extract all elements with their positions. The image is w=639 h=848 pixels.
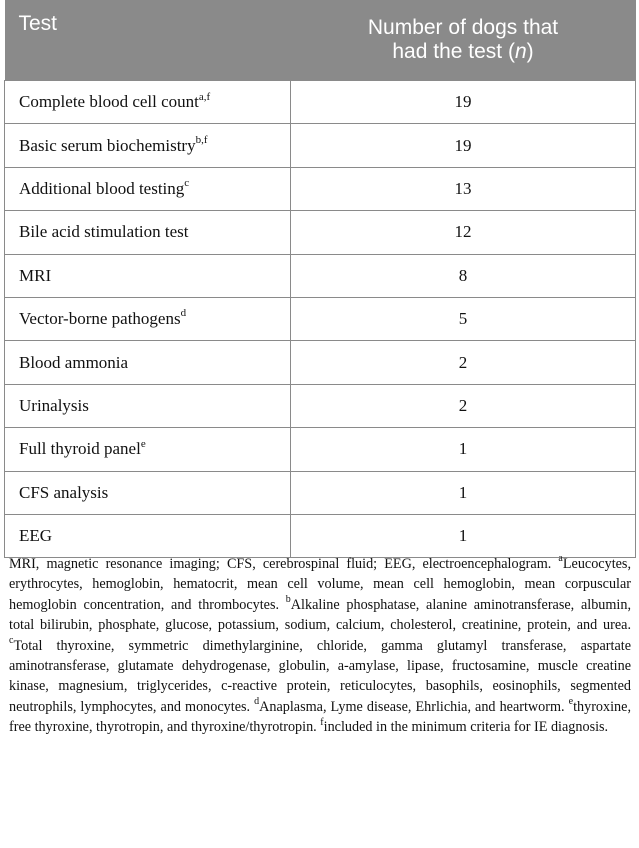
dog-tests-table — [4, 0, 636, 558]
cell-test-name — [5, 297, 291, 340]
table-row — [5, 384, 636, 427]
cell-dog-count: 1 — [291, 428, 636, 471]
footnote-marker: d — [180, 307, 187, 320]
cell-test-name — [5, 124, 291, 167]
header-line-2-suffix: ) — [526, 40, 534, 63]
cell-test-name — [5, 471, 291, 514]
cell-test-name — [5, 341, 291, 384]
cell-test-name — [5, 254, 291, 297]
footnote-marker: e — [140, 437, 146, 450]
footnote-text: Alkaline phosphatase, alanine aminotransferase, albumin, total bilirubin, phosphate, glucose, potassium, sodium, calcium, cholesterol, creatinine, protein, and urea. — [9, 596, 631, 634]
test-name: MRI — [19, 265, 52, 285]
footnote-mark: d — [254, 696, 260, 708]
header-test: Test — [5, 0, 291, 81]
cell-test-name — [5, 211, 291, 254]
footnote-text: Anaplasma, Lyme disease, Ehrlichia, and heartworm. — [259, 698, 565, 715]
header-line-1: Number of dogs that — [367, 16, 559, 39]
test-name: CFS analysis — [19, 482, 109, 502]
cell-dog-count: 19 — [291, 124, 636, 167]
footnote-marker: b,f — [195, 133, 208, 146]
test-name: EEG — [19, 526, 53, 546]
test-name: Basic serum biochemistry — [19, 135, 196, 155]
test-name: Vector-borne pathogens — [19, 309, 181, 329]
table-row — [5, 81, 636, 124]
footnote-mark: b — [285, 594, 291, 606]
footnote-mark: e — [568, 696, 574, 708]
cell-dog-count: 12 — [291, 211, 636, 254]
cell-test-name — [5, 81, 291, 124]
footnote-text: Leucocytes, erythrocytes, hemoglobin, hematocrit, mean cell volume, mean cell hemoglobin, mean corpuscular hemoglobin concentration, and thrombocytes. — [9, 556, 632, 613]
cell-test-name — [5, 384, 291, 427]
footnote-text: Total thyroxine, symmetric dimethylarginine, chloride, gamma glutamyl transferase, aspartate aminotransferase, glutamate dehydrogenase, globulin, a-amylase, lipase, fructosamine, muscle creatine kinase, magnesium, triglycerides, c-reactive protein, reticulocytes, basophils, eosinophils, segmented neutrophils, lymphocytes, and monocytes. — [9, 637, 631, 715]
table-row — [5, 341, 636, 384]
table-footnote — [9, 554, 631, 738]
cell-dog-count: 1 — [291, 514, 636, 557]
header-line-2 — [291, 40, 636, 64]
table-row — [5, 124, 636, 167]
table-row — [5, 297, 636, 340]
footnote-marker: c — [184, 177, 190, 190]
footnote-mark: f — [320, 716, 324, 728]
table-row — [5, 254, 636, 297]
test-name: Bile acid stimulation test — [19, 222, 189, 242]
test-name: Urinalysis — [19, 395, 89, 415]
footnote-text: included in the minimum criteria for IE diagnosis. — [323, 719, 609, 736]
footnote-mark: c — [9, 634, 14, 646]
table-row — [5, 167, 636, 210]
footnote-text: thyroxine, free thyroxine, thyrotropin, and thyroxine/thyrotropin. — [9, 698, 631, 736]
cell-dog-count: 13 — [291, 167, 636, 210]
cell-dog-count: 2 — [291, 341, 636, 384]
test-name: Complete blood cell count — [19, 92, 199, 112]
footnote-mark: a — [558, 553, 563, 565]
cell-test-name — [5, 514, 291, 557]
table-row — [5, 211, 636, 254]
cell-dog-count: 1 — [291, 471, 636, 514]
cell-dog-count: 19 — [291, 81, 636, 124]
abbreviations-note: MRI, magnetic resonance imaging; CFS, cerebrospinal fluid; EEG, electroencephalogram. — [9, 556, 552, 572]
test-name: Additional blood testing — [19, 178, 185, 198]
header-line-2-prefix: had the test ( — [392, 40, 515, 63]
footnote-marker: a,f — [198, 90, 211, 103]
cell-test-name — [5, 167, 291, 210]
cell-dog-count: 2 — [291, 384, 636, 427]
cell-dog-count: 5 — [291, 297, 636, 340]
table-container — [4, 0, 635, 558]
table-row — [5, 471, 636, 514]
header-number-of-dogs — [291, 0, 636, 81]
table-body — [5, 81, 636, 558]
test-name: Blood ammonia — [19, 352, 129, 372]
cell-dog-count: 8 — [291, 254, 636, 297]
header-italic-n: n — [514, 40, 527, 63]
cell-test-name — [5, 428, 291, 471]
test-name: Full thyroid panel — [19, 439, 141, 459]
table-row — [5, 428, 636, 471]
table-row — [5, 514, 636, 557]
table-header-row — [5, 0, 636, 81]
